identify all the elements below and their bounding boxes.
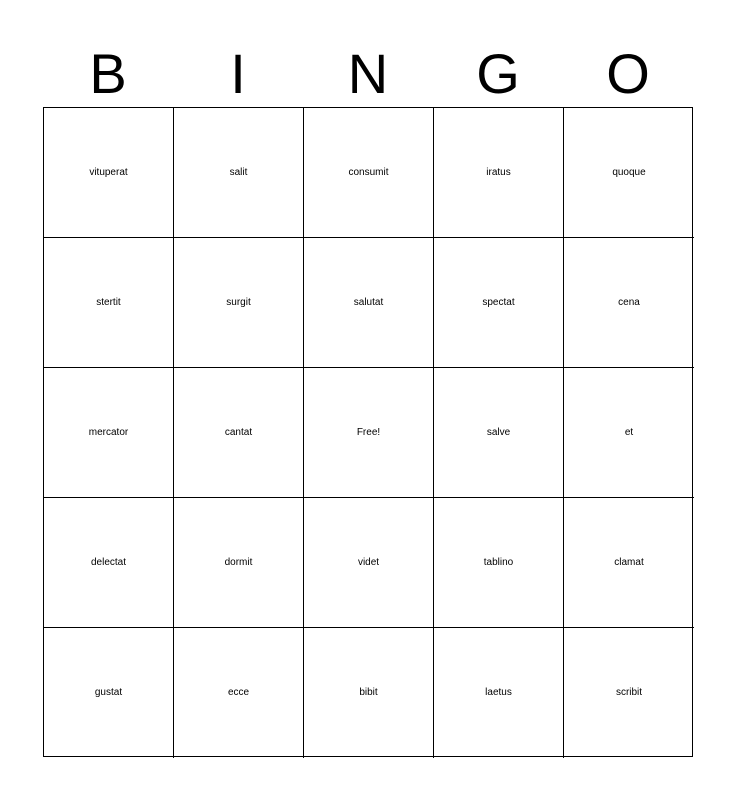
- header-letter-n: N: [347, 42, 389, 105]
- bingo-cell-r2-c5[interactable]: cena: [564, 238, 694, 368]
- bingo-cell-r3-c5[interactable]: et: [564, 368, 694, 498]
- bingo-cell-r1-c3[interactable]: consumit: [304, 108, 434, 238]
- bingo-cell-r4-c5[interactable]: clamat: [564, 498, 694, 628]
- bingo-cell-r1-c5[interactable]: quoque: [564, 108, 694, 238]
- bingo-cell-r4-c3[interactable]: videt: [304, 498, 434, 628]
- bingo-cell-r4-c4[interactable]: tablino: [434, 498, 564, 628]
- bingo-cell-r3-c4[interactable]: salve: [434, 368, 564, 498]
- bingo-cell-r4-c2[interactable]: dormit: [174, 498, 304, 628]
- bingo-cell-r2-c1[interactable]: stertit: [44, 238, 174, 368]
- bingo-board: [43, 107, 693, 757]
- bingo-cell-r1-c2[interactable]: salit: [174, 108, 304, 238]
- header-letter-g: G: [476, 42, 520, 105]
- header-letter-o: O: [606, 42, 650, 105]
- bingo-cell-r5-c4[interactable]: laetus: [434, 628, 564, 758]
- bingo-cell-r5-c5[interactable]: scribit: [615, 687, 643, 698]
- bingo-cell-r3-c1[interactable]: mercator: [44, 368, 174, 498]
- bingo-cell-r3-c2[interactable]: cantat: [174, 368, 304, 498]
- bingo-cell-r2-c2[interactable]: surgit: [174, 238, 304, 368]
- bingo-cell-r4-c1[interactable]: delectat: [44, 498, 174, 628]
- bingo-header: [43, 40, 693, 108]
- bingo-cell-r5-c3[interactable]: bibit: [304, 628, 434, 758]
- header-letter-i: I: [230, 42, 246, 105]
- bingo-cell-r1-c4[interactable]: iratus: [434, 108, 564, 238]
- header-letter-b: B: [89, 42, 127, 105]
- bingo-cell-r5-c1[interactable]: gustat: [44, 628, 174, 758]
- bingo-cell-r5-c2[interactable]: ecce: [174, 628, 304, 758]
- bingo-cell-r1-c1[interactable]: vituperat: [44, 108, 174, 238]
- bingo-cell-r2-c4[interactable]: spectat: [434, 238, 564, 368]
- bingo-cell-free[interactable]: Free!: [304, 368, 434, 498]
- bingo-cell-r2-c3[interactable]: salutat: [304, 238, 434, 368]
